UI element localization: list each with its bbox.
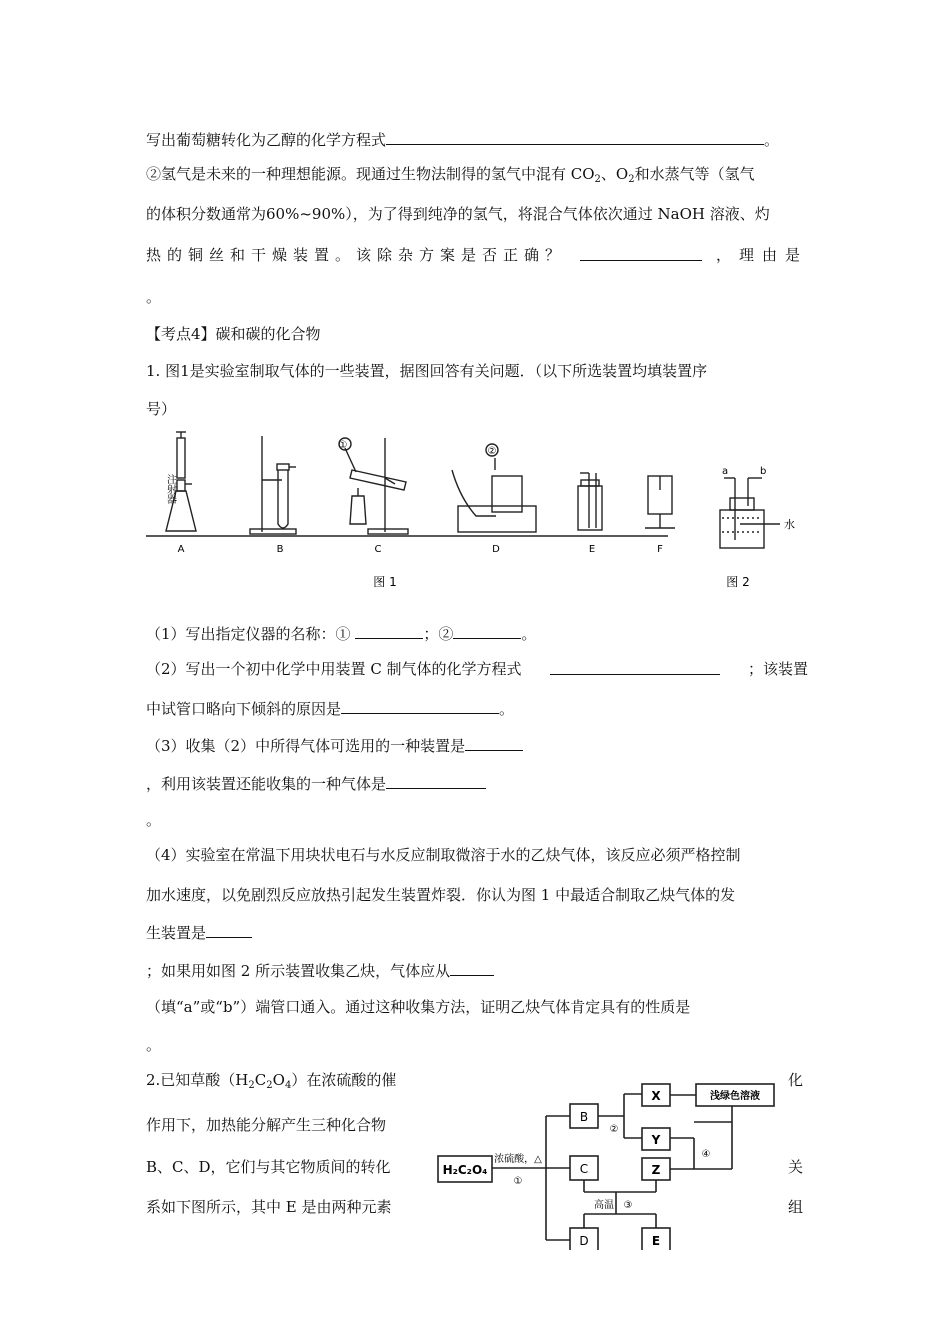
label-step-1: ①: [513, 1176, 523, 1187]
apparatus-c: [339, 438, 408, 534]
label-condition: 浓硫酸，△: [494, 1154, 542, 1165]
label-y: Y: [651, 1133, 661, 1147]
q1-sub4-line-3: 生装置是: [146, 921, 252, 944]
answer-blank-collect[interactable]: [465, 734, 523, 751]
port-a: a: [722, 466, 729, 477]
answer-blank-correct[interactable]: [580, 244, 702, 261]
answer-blank-instrument-1[interactable]: [355, 622, 423, 639]
conversion-diagram: [436, 1082, 776, 1250]
q2-line-4: 系如下图所示，其中 E 是由两种元素: [146, 1198, 392, 1216]
label-e: E: [651, 1234, 661, 1248]
hydrogen-line-3: 热的铜丝和干燥装置。该除杂方案是否正确？ ，理由是: [146, 246, 808, 264]
equation-prompt: 写出葡萄糖转化为乙醇的化学方程式: [146, 131, 387, 149]
answer-blank-equation-c[interactable]: [550, 658, 720, 675]
label-e: E: [588, 544, 596, 555]
label-d: D: [492, 544, 500, 555]
q1-line-2: 号）: [146, 400, 177, 418]
apparatus-e: [578, 473, 602, 530]
label-d: D: [579, 1234, 589, 1248]
q2-line-1: 2.已知草酸$(H_2C_2O_4)$在浓硫酸的催: [146, 1071, 397, 1091]
label-h2c2o4: H₂C₂O₄: [442, 1163, 488, 1177]
section-heading: 【考点4】碳和碳的化合物: [146, 325, 321, 343]
answer-blank-instrument-2[interactable]: [453, 622, 521, 639]
apparatus-figure: [140, 428, 810, 598]
label-b: B: [276, 544, 284, 555]
label-c: C: [579, 1162, 589, 1176]
label-f: F: [657, 544, 663, 555]
syringe-label: 注射器: [164, 474, 176, 504]
period: 。: [764, 131, 780, 149]
figure-1-caption: 图 1: [373, 575, 397, 589]
q1-sub4-line-6: 。: [146, 1036, 162, 1054]
label-b: B: [579, 1110, 589, 1124]
q2-line-3: B、C、D，它们与其它物质间的转化: [146, 1158, 391, 1176]
answer-blank-other-gas[interactable]: [386, 772, 486, 789]
q1-sub1: （1）写出指定仪器的名称：① ；② 。: [146, 622, 536, 645]
q1-sub4-line-4: ；如果用如图 2 所示装置收集乙炔，气体应从: [146, 959, 494, 982]
label-z: Z: [651, 1163, 661, 1177]
q1-sub3-end: 。: [146, 811, 162, 829]
q2-right-4: 组: [788, 1198, 804, 1216]
q1-sub4-line-2: 加水速度，以免剧烈反应放热引起发生装置炸裂．你认为图 1 中最适合制取乙炔气体的发: [146, 886, 736, 904]
q1-sub3-cont: ，利用该装置还能收集的一种气体是: [146, 772, 486, 795]
answer-blank-reason[interactable]: [341, 697, 499, 714]
apparatus-fig2: [720, 478, 780, 548]
q2-right-3: 关: [788, 1158, 804, 1176]
apparatus-b: [250, 436, 296, 534]
label-step-2: ②: [609, 1124, 619, 1135]
answer-blank-port[interactable]: [450, 959, 494, 976]
hydrogen-line-2: 的体积分数通常为60%~90%），为了得到纯净的氢气，将混合气体依次通过 NaOH 溶液、灼: [146, 205, 770, 223]
q1-sub2-cont: 中试管口略向下倾斜的原因是 。: [146, 697, 514, 720]
hydrogen-line-1: ②氢气是未来的一种理想能源。现通过生物法制得的氢气中混有 $CO_2$、$O_2$和水蒸气等（氢气: [146, 165, 755, 185]
label-green-solution: 浅绿色溶液: [710, 1091, 760, 1102]
q1-sub4-line-5: （填“a”或“b”）端管口通入。通过这种收集方法，证明乙炔气体肯定具有的性质是: [146, 998, 691, 1016]
port-b: b: [760, 466, 767, 477]
q1-sub3: （3）收集（2）中所得气体可选用的一种装置是: [146, 734, 523, 757]
mark-1: ①: [338, 440, 348, 451]
figure-2-caption: 图 2: [726, 575, 750, 589]
equation-prompt-line: [146, 128, 779, 151]
q1-line-1: 1. 图1是实验室制取气体的一些装置，据图回答有关问题．（以下所选装置均填装置序: [146, 362, 708, 380]
apparatus-d: [452, 444, 536, 532]
label-x: X: [651, 1089, 661, 1103]
answer-blank-equation[interactable]: [386, 128, 764, 145]
apparatus-f: [645, 476, 675, 528]
water-label: 水: [784, 518, 795, 531]
label-step-4: ④: [701, 1149, 711, 1160]
q1-sub2: （2）写出一个初中化学中用装置 C 制气体的化学方程式 ；该装置: [146, 660, 808, 678]
q1-sub4-line-1: （4）实验室在常温下用块状电石与水反应制取微溶于水的乙炔气体，该反应必须严格控制: [146, 846, 741, 864]
q2-right-1: 化: [788, 1071, 804, 1089]
label-a: A: [177, 544, 185, 555]
answer-blank-generator[interactable]: [206, 921, 252, 938]
label-step-3: ③: [623, 1200, 633, 1211]
correctness-question: 热的铜丝和干燥装置。该除杂方案是否正确？: [146, 246, 567, 264]
label-high-temp: 高温: [594, 1200, 614, 1211]
q2-line-2: 作用下，加热能分解产生三种化合物: [146, 1116, 387, 1134]
mark-2: ②: [487, 446, 497, 457]
label-c: C: [374, 544, 382, 555]
hydrogen-line-4: 。: [146, 288, 162, 306]
